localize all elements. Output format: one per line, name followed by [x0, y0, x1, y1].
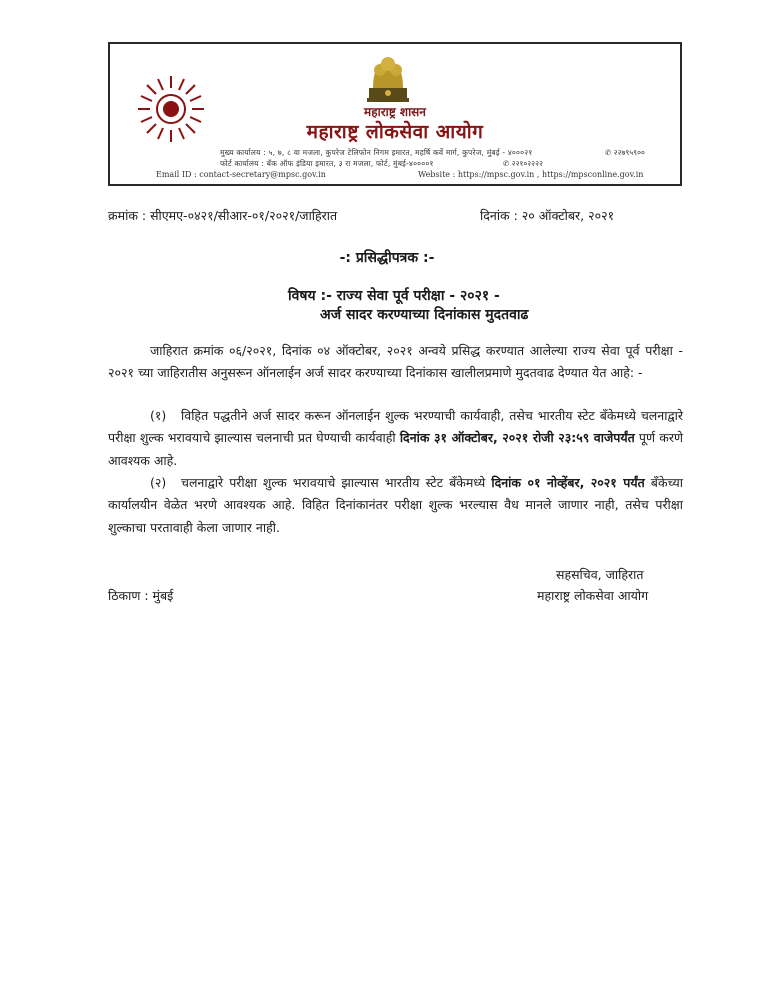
point-1-deadline: दिनांक ३१ ऑक्टोबर, २०२१ रोजी २३:५९ वाजेपर्यंत — [399, 430, 635, 446]
email-line: Email ID : contact-secretary@mpsc.gov.in — [156, 170, 326, 179]
document-date: दिनांक : २० ऑक्टोबर, २०२१ — [480, 208, 615, 223]
subject-line-2: अर्ज सादर करण्याच्या दिनांकास मुदतवाढ — [320, 307, 529, 323]
point-1-text-a: विहित पद्धतीने अर्ज सादर करून ऑनलाईन शुल्क भरण्याची कार्यवाही, तसेच भारतीय स्टेट बँकेमध्ये चलनाद्वारे परीक्षा शुल्क भरावयाचे झाल्यास चलनाची प्रत घेण्याची कार्यवाही — [108, 408, 683, 446]
point-2 — [108, 472, 683, 539]
point-2-deadline: दिनांक ०१ नोव्हेंबर, २०२१ पर्यंत — [491, 475, 645, 490]
point-2-number: (२) — [150, 475, 167, 490]
point-2-text-a: चलनाद्वारे परीक्षा शुल्क भरावयाचे झाल्यास भारतीय स्टेट बँकेमध्ये — [181, 475, 492, 490]
fort-office-phone: ✆ २२१०२२२२ — [503, 159, 543, 168]
point-1 — [108, 405, 683, 472]
fort-office-address: फोर्ट कार्यालय : बँक ऑफ इंडिया इमारत, ३ रा मजला, फोर्ट, मुंबई-४००००१ — [220, 159, 434, 168]
commission-name: महाराष्ट्र लोकसेवा आयोग — [306, 121, 484, 143]
head-office-address: मुख्य कार्यालय : ५, ७, ८ वा मजला, कुपरेज टेलिफोन निगम इमारत, महर्षि कर्वे मार्ग, कुपरेज, मुंबई - ४०००२१ — [220, 148, 533, 157]
intro-paragraph: जाहिरात क्रमांक ०६/२०२१, दिनांक ०४ ऑक्टोबर, २०२१ अन्वये प्रसिद्ध करण्यात आलेल्या राज्य सेवा पूर्व परीक्षा - २०२१ च्या जाहिरातीस अनुसरून ऑनलाईन अर्ज सादर करण्याच्या दिनांकास खालीलप्रमाणे मुदतवाढ देण्यात येत आहे: - — [108, 343, 683, 381]
signatory-designation: सहसचिव, जाहिरात — [556, 567, 644, 582]
subject-line-1: विषय :- राज्य सेवा पूर्व परीक्षा - २०२१ - — [288, 288, 500, 304]
head-office-phone: ✆ २२७९५९०० — [605, 148, 645, 157]
letterhead — [108, 42, 682, 186]
signatory-office: महाराष्ट्र लोकसेवा आयोग — [537, 588, 649, 603]
website-line: Website : https://mpsc.gov.in , https://mpsconline.gov.in — [418, 170, 644, 179]
point-1-text-b: पूर्ण करणे आवश्यक आहे. — [108, 430, 683, 468]
press-release-title: -: प्रसिद्धीपत्रक :- — [339, 250, 435, 266]
government-line: महाराष्ट्र शासन — [364, 105, 426, 119]
lion-capital-emblem-icon — [365, 50, 411, 106]
point-1-number: (१) — [150, 408, 167, 423]
point-2-text-b: बँकेच्या कार्यालयीन वेळेत भरणे आवश्यक आहे. विहित दिनांकानंतर परीक्षा शुल्क भरल्यास वैध मानले जाणार नाही, तसेच परीक्षा शुल्काचा परतावाही केला जाणार नाही. — [108, 475, 683, 535]
place-line: ठिकाण : मुंबई — [108, 588, 174, 603]
reference-number: क्रमांक : सीएमए-०४२१/सीआर-०१/२०२१/जाहिरात — [108, 208, 338, 223]
